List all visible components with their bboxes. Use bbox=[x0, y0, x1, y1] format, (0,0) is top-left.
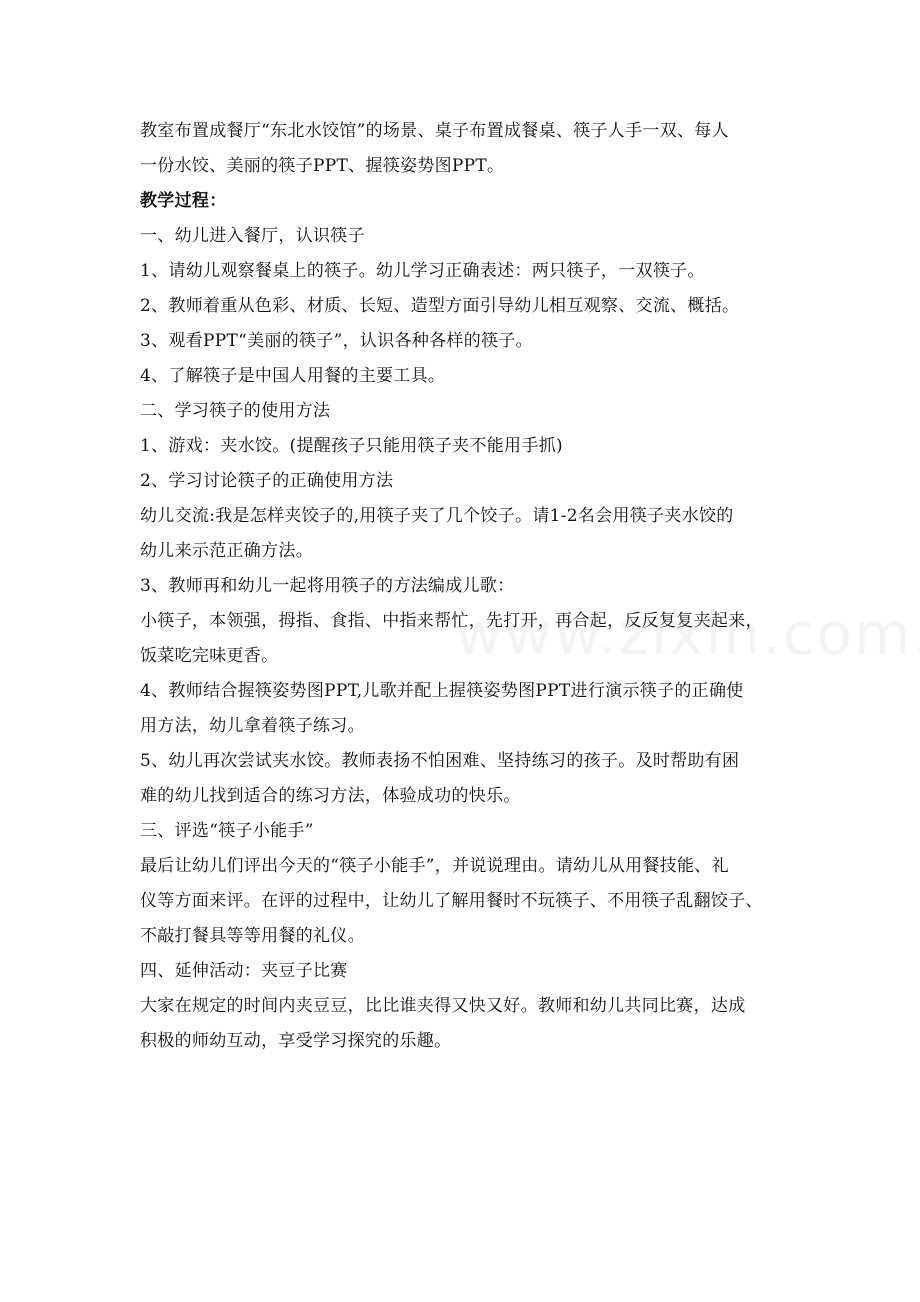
text-line: 1、游戏：夹水饺。(提醒孩子只能用筷子夹不能用手抓) bbox=[140, 436, 563, 456]
text-line: 小筷子，本领强，拇指、食指、中指来帮忙，先打开，再合起，反反复复夹起来， bbox=[140, 611, 763, 631]
text-line: 3、观看PPT“美丽的筷子”，认识各种各样的筷子。 bbox=[140, 331, 533, 351]
text-line: 幼儿来示范正确方法。 bbox=[140, 541, 313, 561]
text-line: 大家在规定的时间内夹豆豆，比比谁夹得又快又好。教师和幼儿共同比赛，达成 bbox=[140, 996, 746, 1016]
text-line: 最后让幼儿们评出今天的“筷子小能手”，并说说理由。请幼儿从用餐技能、礼 bbox=[140, 856, 729, 876]
document-body bbox=[140, 114, 788, 1059]
text-line: 2、学习讨论筷子的正确使用方法 bbox=[140, 471, 394, 491]
text-line: 仪等方面来评。在评的过程中，让幼儿了解用餐时不玩筷子、不用筷子乱翻饺子、 bbox=[140, 891, 763, 911]
text-line: 积极的师幼互动，享受学习探究的乐趣。 bbox=[140, 1031, 452, 1051]
text-line: 教室布置成餐厅“东北水饺馆”的场景、桌子布置成餐桌、筷子人手一双、每人 bbox=[140, 121, 729, 141]
text-line: 难的幼儿找到适合的练习方法，体验成功的快乐。 bbox=[140, 786, 521, 806]
text-line: 5、幼儿再次尝试夹水饺。教师表扬不怕困难、坚持练习的孩子。及时帮助有困 bbox=[140, 751, 740, 771]
text-line: 1、请幼儿观察餐桌上的筷子。幼儿学习正确表述：两只筷子，一双筷子。 bbox=[140, 261, 705, 281]
text-line: 一、幼儿进入餐厅，认识筷子 bbox=[140, 226, 365, 246]
text-line: 幼儿交流:我是怎样夹饺子的,用筷子夹了几个饺子。请1-2名会用筷子夹水饺的 bbox=[140, 506, 734, 526]
text-line: 三、评选“筷子小能手” bbox=[140, 821, 314, 841]
text-line: 3、教师再和幼儿一起将用筷子的方法编成儿歌： bbox=[140, 576, 515, 596]
section-heading: 教学过程： bbox=[140, 191, 227, 211]
text-line: 一份水饺、美丽的筷子PPT、握筷姿势图PPT。 bbox=[140, 156, 505, 176]
text-line: 4、教师结合握筷姿势图PPT,儿歌并配上握筷姿势图PPT进行演示筷子的正确使 bbox=[140, 681, 744, 701]
text-line: 2、教师着重从色彩、材质、长短、造型方面引导幼儿相互观察、交流、概括。 bbox=[140, 296, 740, 316]
text-line: 四、延伸活动：夹豆子比赛 bbox=[140, 961, 348, 981]
text-line: 二、学习筷子的使用方法 bbox=[140, 401, 331, 421]
text-line: 4、了解筷子是中国人用餐的主要工具。 bbox=[140, 366, 446, 386]
text-line: 不敲打餐具等等用餐的礼仪。 bbox=[140, 926, 365, 946]
text-line: 饭菜吃完味更香。 bbox=[140, 646, 279, 666]
text-line: 用方法，幼儿拿着筷子练习。 bbox=[140, 716, 365, 736]
